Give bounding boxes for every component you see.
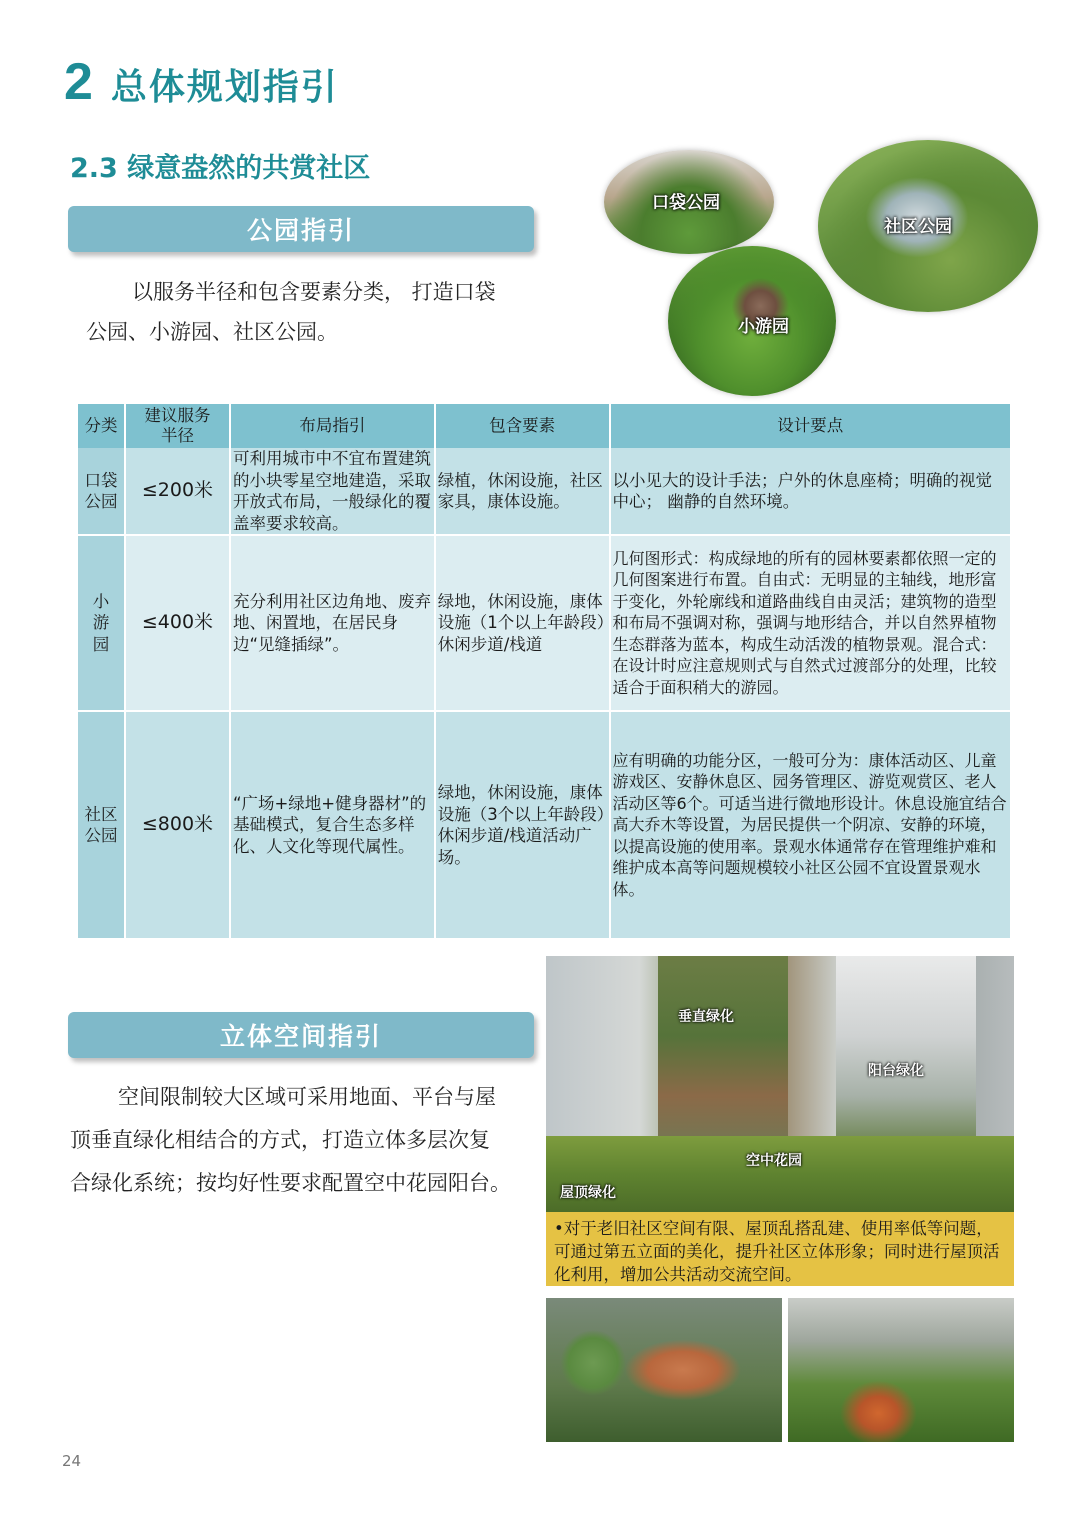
- pocket-park-photo: [604, 150, 774, 254]
- vertical-intro-line-1: 空间限制较大区域可采用地面、平台与屋: [118, 1085, 496, 1109]
- section-title: 2.3 绿意盎然的共赏社区: [70, 153, 371, 184]
- header-radius: [125, 404, 230, 448]
- roof-greening-tag: 屋顶绿化: [560, 1185, 616, 1201]
- small-garden-photo: [668, 246, 836, 396]
- building-photo: [836, 956, 976, 1156]
- vertical-intro-line-2: 顶垂直绿化相结合的方式，打造立体多层次复: [70, 1128, 490, 1152]
- header-category: 分类: [78, 404, 125, 448]
- ground-greenery: [546, 1136, 1014, 1212]
- vertical-guide-banner: 立体空间指引: [68, 1012, 534, 1058]
- row-design: 几何图形式：构成绿地的所有的园林要素都依照一定的几何图案进行布置。自由式：无明显的主轴线，地形富于变化，外轮廓线和道路曲线自由灵活；建筑物的造型和布局不强调对称，强调与地形结合，并以自然界植物生态群落为蓝本，构成生动活泼的植物景观。混合式：在设计时应注意规则式与自然式过渡部分的处理，比较适合于面积稍大的游园。: [610, 535, 1012, 711]
- park-intro-line-1: 以服务半径和包含要素分类， 打造口袋: [132, 280, 496, 304]
- row-elements: 绿植，休闲设施，社区家具，康体设施。: [435, 448, 610, 535]
- row-radius: ≤400米: [125, 535, 230, 711]
- row-category: [78, 535, 125, 711]
- vertical-greening-tag: 垂直绿化: [678, 1009, 734, 1025]
- park-intro-line-2: 公园、小游园、社区公园。: [86, 320, 338, 344]
- vertical-greening-photo: [546, 956, 1014, 1212]
- chapter-title: [64, 52, 339, 112]
- row-radius: ≤200米: [125, 448, 230, 535]
- park-guide-table: [78, 404, 1012, 940]
- header-design: 设计要点: [610, 404, 1012, 448]
- community-park-photo: [818, 140, 1038, 312]
- row-elements: 绿地，休闲设施，康体设施（3个以上年龄段）休闲步道/栈道活动广场。: [435, 711, 610, 939]
- vertical-guide-intro: [70, 1076, 511, 1205]
- chapter-heading: 总体规划指引: [110, 67, 339, 108]
- row-layout: 可利用城市中不宜布置建筑的小块零星空地建造，采取开放式布局，一般绿化的覆盖率要求较高。: [230, 448, 435, 535]
- table-row: [78, 448, 1011, 535]
- small-garden-label: 小游园: [738, 317, 789, 337]
- pocket-park-label: 口袋公园: [652, 193, 720, 213]
- row-layout: “广场+绿地+健身器材”的基础模式，复合生态多样化、人文化等现代属性。: [230, 711, 435, 939]
- header-radius-text: 建议服务半径: [144, 406, 211, 445]
- row-category-text: 口袋公园: [84, 470, 118, 511]
- roof-note: •对于老旧社区空间有限、屋顶乱搭乱建、使用率低等问题，可通过第五立面的美化，提升社区立体形象；同时进行屋顶活化利用，增加公共活动交流空间。: [546, 1212, 1014, 1286]
- sky-garden-tag: 空中花园: [746, 1153, 802, 1169]
- table-header-row: [78, 404, 1011, 448]
- park-guide-banner: 公园指引: [68, 206, 534, 252]
- table-row: [78, 535, 1011, 711]
- row-category: [78, 448, 125, 535]
- community-park-label: 社区公园: [884, 217, 952, 237]
- header-layout: 布局指引: [230, 404, 435, 448]
- row-layout: 充分利用社区边角地、废弃地、闲置地，在居民身边“见缝插绿”。: [230, 535, 435, 711]
- row-category-text: 社区公园: [84, 804, 118, 845]
- row-design: 应有明确的功能分区，一般可分为：康体活动区、儿童游戏区、安静休息区、园务管理区、游览观赏区、老人活动区等6个。可适当进行微地形设计。休息设施宜结合高大乔木等设置，为居民提供一个阴凉、安静的环境，以提高设施的使用率。景观水体通常存在管理维护难和维护成本高等问题规模较小社区公园不宜设置景观水体。: [610, 711, 1012, 939]
- row-category: [78, 711, 125, 939]
- header-elements: 包含要素: [435, 404, 610, 448]
- vertical-wall-photo: [658, 956, 788, 1156]
- table-row: [78, 711, 1011, 939]
- row-radius: ≤800米: [125, 711, 230, 939]
- chapter-number: 2: [64, 53, 93, 111]
- vertical-intro-line-3: 合绿化系统；按均好性要求配置空中花园阳台。: [70, 1171, 511, 1195]
- row-elements: 绿地，休闲设施，康体设施（1个以上年龄段）休闲步道/栈道: [435, 535, 610, 711]
- page-number: 24: [62, 1452, 82, 1470]
- row-design: 以小见大的设计手法；户外的休息座椅；明确的视觉中心； 幽静的自然环境。: [610, 448, 1012, 535]
- park-guide-intro: [86, 272, 496, 352]
- balcony-greening-tag: 阳台绿化: [868, 1063, 924, 1079]
- rooftop-garden-photo: [788, 1298, 1014, 1442]
- rooftop-aerial-photo: [546, 1298, 782, 1442]
- row-category-text: 小游园: [92, 591, 110, 654]
